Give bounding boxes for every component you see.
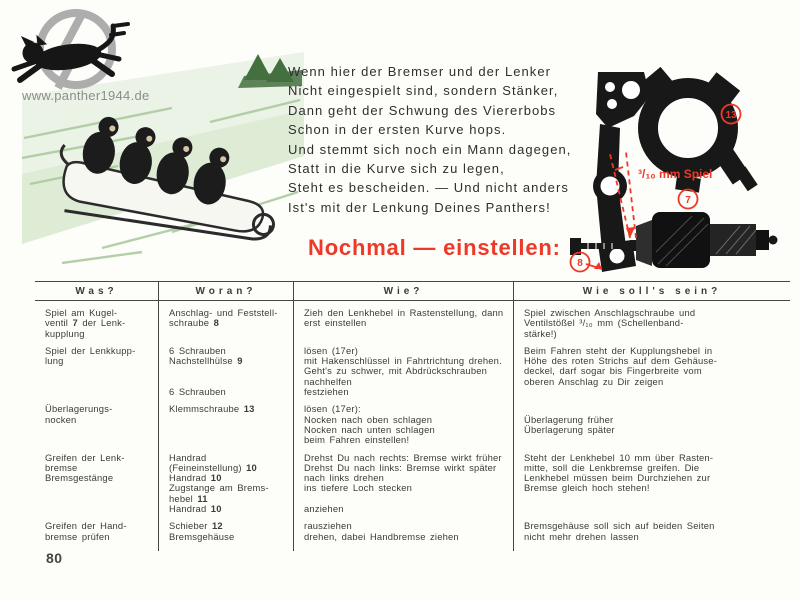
cell-was: Greifen der Hand- bremse prüfen [45,520,127,542]
page-number: 80 [46,550,63,566]
poem-line: Schon in der ersten Kurve hops. [288,122,507,138]
cell-soll: Beim Fahren steht der Kupplungshebel in Höhe des roten Strichs auf dem Gehäuse- deckel, darf sogar bis Fingerbreite vom oberen Anschlag zu Dir zeigen [513,339,790,397]
poem-line: Ist's mit der Lenkung Deines Panthers! [288,199,551,215]
cell-woran: Anschlag- und Feststell- schraube 8 [158,301,293,339]
cell-was: Greifen der Lenk- bremse Bremsgestänge [45,451,125,484]
cell-wie: lösen (17er): Nocken nach oben schlagen Nocken nach unten schlagen beim Fahren einstellen! [293,397,513,445]
section-heading: Nochmal — einstellen: [308,235,561,260]
cell-woran: Klemmschraube 13 [158,397,293,445]
cell-was: Spiel am Kugel- ventil 7 der Lenk- kupplung [45,307,126,339]
poem [288,62,571,217]
table-header-wie: Wie? [293,281,513,301]
cell-woran: Schieber 12 Bremsgehäuse [158,514,293,551]
cell-woran: 6 Schrauben Nachstellhülse 9 6 Schrauben [158,339,293,397]
steering-diagram-icon [568,36,796,284]
cell-wie: Zieh den Lenkhebel in Rastenstellung, dann erst einstellen [293,301,513,339]
watermark-text: www.panther1944.de [22,88,150,103]
diagram-callout-13: 13 [725,110,737,121]
table-header-was: Was? [35,281,158,301]
cell-woran: Handrad (Feineinstellung) 10 Handrad 10 Zugstange am Brems- hebel 11 Handrad 10 [158,446,293,515]
poem-line: Nicht eingespielt sind, sondern Stänker, [288,83,559,99]
table-header-woran: Woran? [158,281,293,301]
poem-line: Und stemmt sich noch ein Mann dagegen, [288,141,572,157]
cell-soll: Überlagerung früher Überlagerung später [513,397,790,445]
poem-line: Dann geht der Schwung des Viererbobs [288,102,557,118]
cell-soll: Bremsgehäuse soll sich auf beiden Seiten nicht mehr drehen lassen [513,514,790,551]
poem-line: Steht es bescheiden. — Und nicht anders [288,180,569,196]
cell-wie: Drehst Du nach rechts: Bremse wirkt früher Drehst Du nach links: Bremse wirkt später nach links drehen ins tiefere Loch stecken anziehen [293,446,513,515]
diagram-label-spiel: ³/₁₀ mm Spiel [638,167,713,181]
poem-line: Statt in die Kurve sich zu legen, [288,161,505,177]
diagram-callout-7: 7 [685,195,691,206]
poem-line: Wenn hier der Bremser und der Lenker [288,64,552,79]
table-header-soll: Wie soll's sein? [513,281,790,301]
cell-soll: Spiel zwischen Anschlagschraube und Ventilstößel ³/₁₀ mm (Schellenband- stärke!) [513,301,790,339]
cell-wie: rausziehen drehen, dabei Handbremse ziehen [293,514,513,551]
cell-was: Überlagerungs- nocken [45,403,113,425]
adjustment-table [35,281,790,551]
diagram-callout-8: 8 [577,258,583,269]
cell-was: Spiel der Lenkkupp- lung [45,344,136,367]
cell-wie: lösen (17er) mit Hakenschlüssel in Fahrtrichtung drehen. Geht's zu schwer, mit Abdrückschrauben nachhelfen festziehen [293,339,513,397]
cell-soll: Steht der Lenkhebel 10 mm über Rasten- mitte, soll die Lenkbremse greifen. Die Lenkhebel müssen beim Durchziehen zur Bremse gleich hoch stehen! [513,446,790,515]
panther-logo-icon [6,4,138,96]
